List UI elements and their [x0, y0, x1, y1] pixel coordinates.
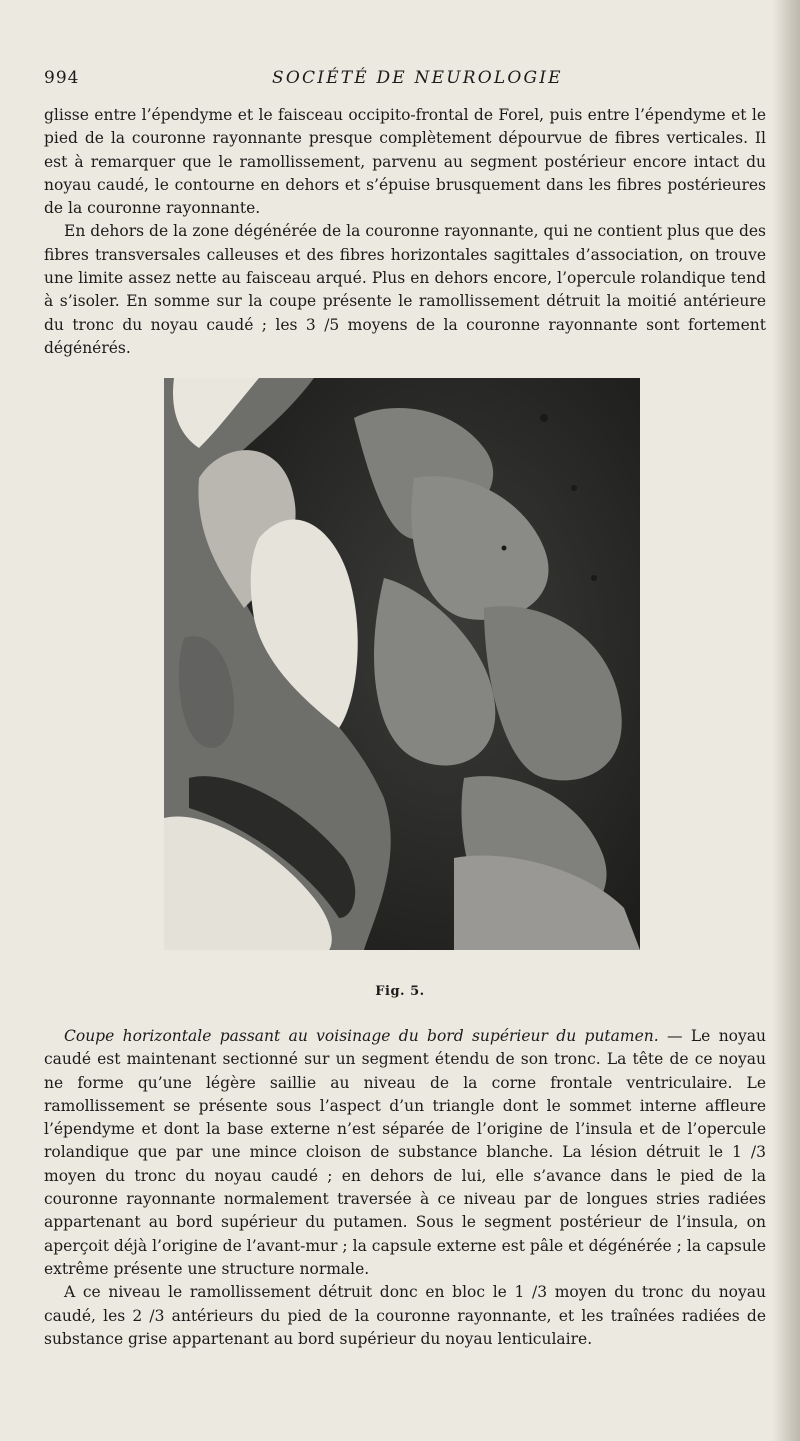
bottom-text-block — [44, 1025, 766, 1351]
page-edge-shadow — [772, 0, 800, 1441]
running-head — [44, 68, 764, 94]
brain-section-photograph — [164, 378, 640, 950]
top-text-block — [44, 104, 766, 360]
brain-section-drawing — [164, 378, 640, 950]
section-lead-title: Coupe horizontale passant au voisinage du bord supérieur du putamen. — [64, 1027, 659, 1045]
paragraph-conclusion: A ce niveau le ramollissement détruit donc en bloc le 1 /3 moyen du tronc du noyau caudé, les 2 /3 antérieurs du pied de la couronne rayonnante, et les traînées radiées de substance grise appartenant au bord supérieur du noyau lenticulaire. — [44, 1283, 766, 1348]
paragraph-coupe-horizontale — [44, 1025, 766, 1281]
page-number: 994 — [44, 68, 80, 88]
figure-caption: Fig. 5. — [375, 984, 425, 999]
paragraph-continuation: glisse entre l’épendyme et le faisceau occipito-frontal de Forel, puis entre l’épendyme et le pied de la couronne rayonnante presque complètement dépourvue de fibres verticales. Il est à remarquer que le ramollissement, parvenu au segment postérieur encore intact du noyau caudé, le contourne en dehors et s’épuise brusquement dans les fibres postérieures de la couronne rayonnante. — [44, 106, 766, 218]
paragraph-zone-degeneree: En dehors de la zone dégénérée de la couronne rayonnante, qui ne contient plus que des fibres transversales calleuses et des fibres horizontales sagittales d’association, on trouve une limite assez nette au faisceau arqué. Plus en dehors encore, l’opercule rolandique tend à s’isoler. En somme sur la coupe présente le ramollissement détruit la moitié antérieure du tronc du noyau caudé ; les 3 /5 moyens de la couronne rayonnante sont fortement dégénérés. — [44, 222, 766, 357]
section-lead-text: — Le noyau caudé est maintenant sectionné sur un segment étendu de son tronc. La tête de ce noyau ne forme qu’une légère saillie au niveau de la corne frontale ventriculaire. Le ramollissement se présente sous l’aspect d’un triangle dont le sommet interne affleure l’épendyme et dont la base externe n’est séparée de l’origine de l’insula et de l’opercule rolandique que par une mince cloison de substance blanche. La lésion détruit le 1 /3 moyen du tronc du noyau caudé ; en dehors de lui, elle s’avance dans le pied de la couronne rayonnante normalement traversée à ce niveau par de longues stries radiées appartenant au bord supérieur du putamen. Sous le segment postérieur de l’insula, on aperçoit déjà l’origine de l’avant-mur ; la capsule externe est pâle et dégénérée ; la capsule extrême présente une structure normale. — [44, 1027, 766, 1278]
journal-title: SOCIÉTÉ DE NEUROLOGIE — [272, 68, 563, 88]
